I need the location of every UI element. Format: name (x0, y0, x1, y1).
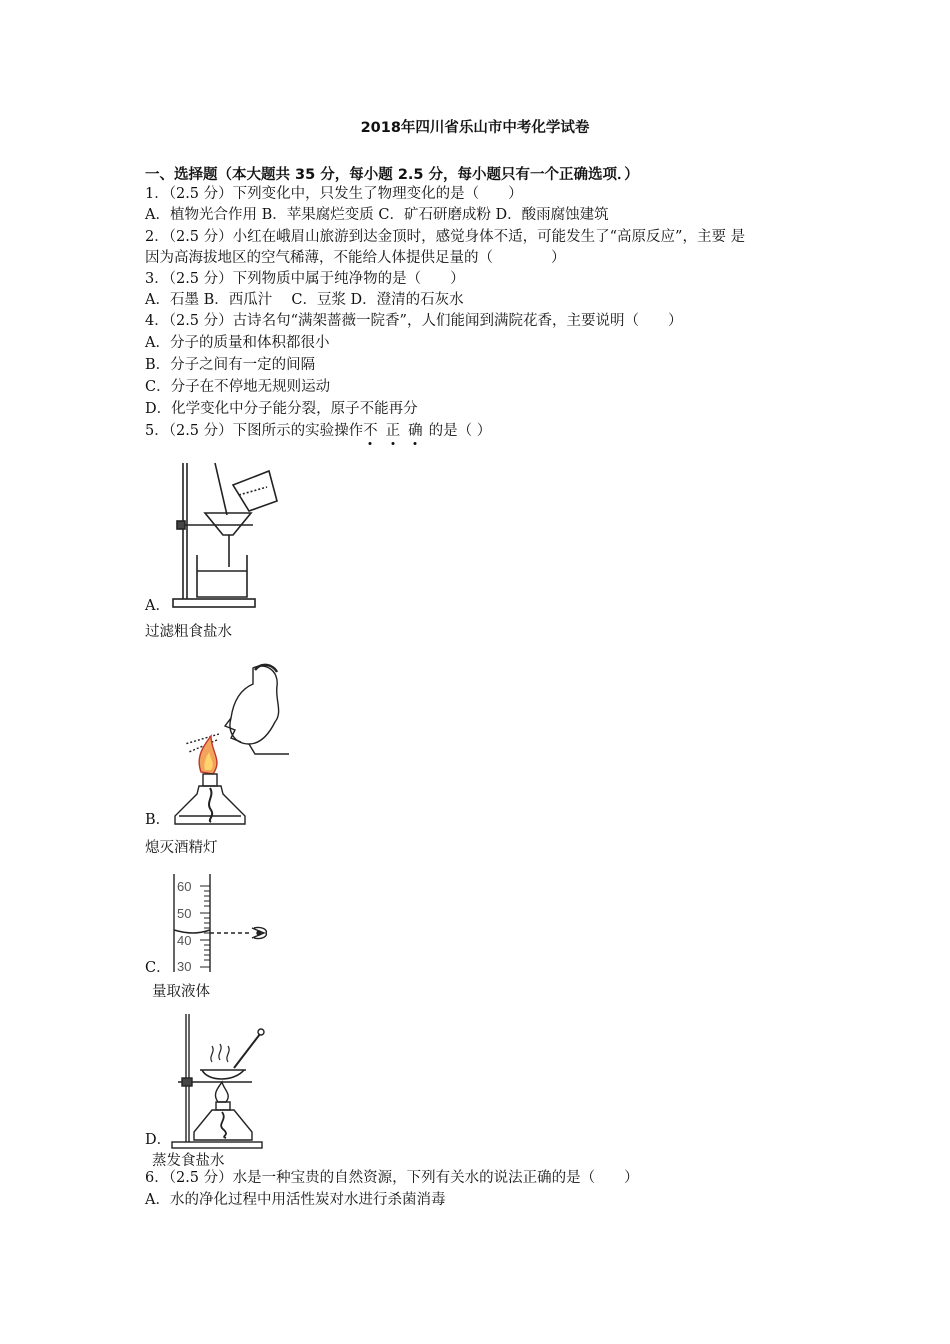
evaporation-figure (168, 1010, 278, 1150)
filtration-figure (165, 455, 285, 613)
q5-option-a-caption: 过滤粗食盐水 (145, 624, 232, 640)
q5-stem-pre: 5．（2.5 分）下图所示的实验操作 (145, 423, 364, 439)
q5-option-a-label: A． (145, 598, 170, 614)
q6-option-a: A．水的净化过程中用活性炭对水进行杀菌消毒 (145, 1192, 446, 1208)
q5-option-b-caption: 熄灭酒精灯 (145, 840, 218, 856)
q2-line1: 2．（2.5 分）小红在峨眉山旅游到达金顶时，感觉身体不适，可能发生了“高原反应”，主要 是 (145, 229, 746, 245)
q5-emphasis-3: 确 (408, 423, 423, 439)
q3-stem: 3．（2.5 分）下列物质中属于纯净物的是（ ） (145, 271, 465, 287)
page-title: 2018年四川省乐山市中考化学试卷 (360, 120, 590, 136)
q5-emphasis-2: 正 (385, 423, 401, 439)
q5-emphasis-1: 不 (363, 423, 378, 439)
q6-stem: 6．（2.5 分）水是一种宝贵的自然资源，下列有关水的说法正确的是（ ） (145, 1170, 639, 1186)
q5-stem-post: 的是（ ） (428, 423, 492, 439)
alcohol-lamp-blow-figure (165, 660, 290, 830)
q4-option-d: D．化学变化中分子能分裂，原子不能再分 (145, 401, 418, 417)
q4-stem: 4．（2.5 分）古诗名句“满架蔷薇一院香”，人们能闻到满院花香，主要说明（ ） (145, 313, 683, 329)
section-heading: 一、选择题（本大题共 35 分，每小题 2.5 分，每小题只有一个正确选项．） (145, 167, 639, 183)
q5-option-b-label: B． (145, 812, 171, 828)
measuring-cylinder-figure (168, 872, 278, 974)
q5-option-d-caption: 蒸发食盐水 (152, 1153, 225, 1169)
q3-options: A．石墨 B．西瓜汁 C．豆浆 D．澄清的石灰水 (145, 292, 464, 308)
cylinder-tick-60: 60 (177, 879, 192, 894)
cylinder-tick-30: 30 (177, 959, 192, 974)
q5-option-d-label: D． (145, 1132, 172, 1148)
q4-option-a: A．分子的质量和体积都很小 (145, 335, 330, 351)
q5-option-c-label: C． (145, 960, 171, 976)
q5-stem (145, 421, 491, 441)
q4-option-b: B．分子之间有一定的间隔 (145, 357, 316, 373)
q1-options: A．植物光合作用 B．苹果腐烂变质 C．矿石研磨成粉 D．酸雨腐蚀建筑 (145, 207, 609, 223)
q2-line2: 因为高海拔地区的空气稀薄，不能给人体提供足量的（ ） (145, 250, 566, 266)
q1-stem: 1．（2.5 分）下列变化中，只发生了物理变化的是（ ） (145, 186, 523, 202)
q4-option-c: C．分子在不停地无规则运动 (145, 379, 331, 395)
cylinder-tick-50: 50 (177, 906, 192, 921)
cylinder-tick-40: 40 (177, 933, 192, 948)
q5-option-c-caption: 量取液体 (152, 984, 210, 1000)
